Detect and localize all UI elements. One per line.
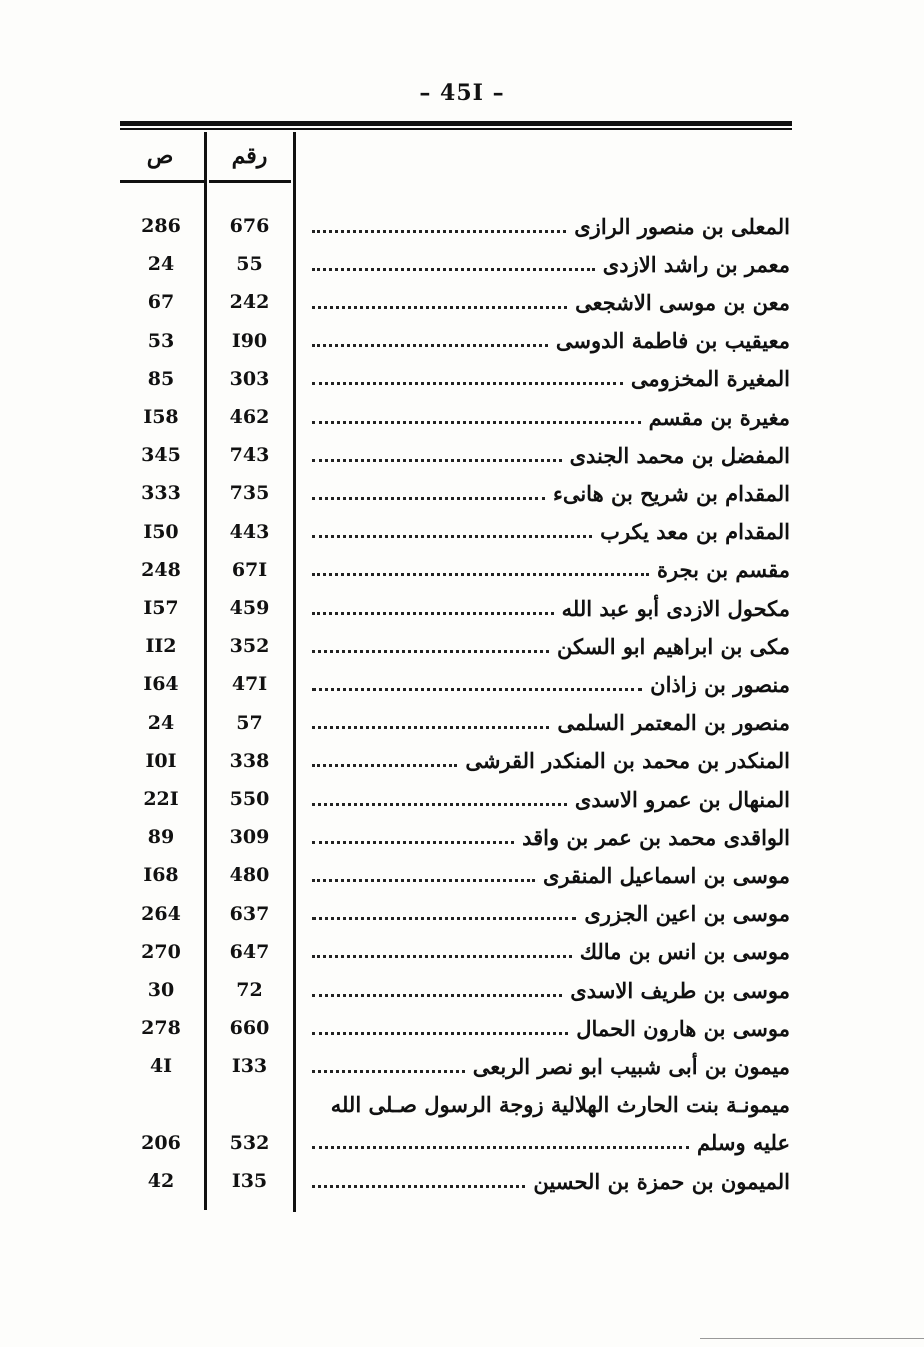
dot-leader (312, 650, 549, 653)
entry-name: معمر بن راشد الازدى (602, 251, 790, 277)
index-entry-row (0, 551, 924, 589)
entry-name: موسى بن هارون الحمال (576, 1015, 790, 1041)
entry-name-cell (312, 899, 790, 929)
entry-name-cell (312, 364, 790, 394)
entry-number: 72 (236, 979, 263, 1001)
entry-page: 42 (147, 1170, 175, 1192)
entry-name: موسى بن طريف الاسدى (570, 977, 790, 1003)
index-entry-row (0, 436, 924, 474)
index-entry-row (0, 742, 924, 780)
entry-name: معيقيب بن فاطمة الدوسى (555, 328, 790, 354)
dot-leader (312, 421, 641, 424)
entry-name: منصور بن زاذان (650, 671, 790, 697)
entry-page: 53 (147, 329, 175, 352)
dot-leader (312, 1185, 525, 1188)
entry-page: 22I (143, 788, 179, 810)
entry-name-cell (312, 478, 790, 508)
entry-name-cell (312, 784, 790, 814)
entry-name: مكى بن ابراهيم ابو السكن (557, 633, 790, 659)
entry-name: المقدام بن شريح بن هانىء (552, 480, 790, 506)
entry-page: I68 (143, 864, 179, 887)
entry-number: 550 (229, 788, 270, 810)
entry-name: ميمون بن أبى شبيب ابو نصر الربعى (472, 1053, 790, 1079)
index-entry-row (0, 283, 924, 321)
entry-page: 85 (147, 367, 175, 390)
entry-page: 345 (141, 444, 181, 467)
index-entry-row (0, 895, 924, 933)
entry-page: I64 (143, 673, 179, 696)
dot-leader (312, 1032, 568, 1035)
dot-leader (312, 879, 535, 882)
entry-page: 206 (141, 1131, 181, 1154)
entry-name-cell (312, 517, 790, 547)
entry-number: 443 (229, 520, 270, 543)
entry-name: الواقدى محمد بن عمر بن واقد (522, 824, 790, 850)
entry-number: 743 (229, 444, 270, 467)
entry-number: 676 (229, 215, 270, 237)
entry-number: 660 (229, 1017, 270, 1040)
entry-name: ميمونـة بنت الحارث الهلالية زوجة الرسول صـلى الله (330, 1092, 790, 1118)
entry-name: المفضل بن محمد الجندى (569, 442, 790, 468)
entry-name: الميمون بن حمزة بن الحسين (533, 1168, 790, 1194)
entry-name: منصور بن المعتمر السلمى (557, 710, 790, 736)
entry-name-cell (312, 1128, 790, 1158)
entry-name-cell (312, 287, 790, 317)
entry-page: 24 (147, 711, 175, 734)
entry-name-cell (312, 822, 790, 852)
number-column-header: رقم (231, 143, 268, 169)
dot-leader (312, 955, 572, 958)
page-number: – 45I – (419, 80, 505, 106)
dot-leader (312, 994, 562, 997)
entry-name: عليه وسلم (696, 1130, 790, 1156)
dot-leader (312, 917, 576, 920)
entry-name-cell (312, 669, 790, 699)
entry-page: I0I (145, 749, 177, 772)
entry-number: 462 (229, 406, 270, 428)
entry-name-cell (312, 1051, 790, 1081)
index-entry-row (0, 513, 924, 551)
entry-name-cell (312, 1166, 790, 1196)
entry-page: 248 (141, 558, 181, 581)
page-column-header: ص (146, 143, 174, 169)
entry-page: 286 (141, 215, 181, 237)
entry-page: II2 (145, 635, 177, 658)
entry-page: 278 (141, 1017, 181, 1040)
header-rule-thin (120, 128, 792, 130)
entry-name: موسى بن اسماعيل المنقرى (542, 862, 790, 888)
entry-page: I58 (143, 406, 179, 428)
entry-number: I90 (231, 329, 268, 352)
entry-page: I50 (143, 520, 179, 543)
entry-number: 57 (236, 711, 263, 734)
entry-page: 333 (141, 482, 181, 505)
number-header-underline (209, 180, 291, 183)
dot-leader (312, 268, 595, 271)
dot-leader (312, 573, 649, 576)
entry-page: 24 (147, 253, 175, 276)
entry-number: 303 (229, 367, 270, 390)
entry-number: 735 (229, 482, 270, 505)
entry-page: I57 (143, 597, 179, 619)
entry-number: 338 (229, 749, 270, 772)
index-entry-row (0, 207, 924, 245)
dot-leader (312, 1146, 689, 1149)
index-entry-row (0, 360, 924, 398)
entry-name: موسى بن اعين الجزرى (584, 901, 790, 927)
entry-name: المغيرة المخزومى (630, 366, 790, 392)
dot-leader (312, 535, 592, 538)
entry-number: I35 (231, 1170, 268, 1192)
index-entry-row (0, 1009, 924, 1047)
entry-page: 67 (147, 291, 175, 314)
entry-name-cell (312, 975, 790, 1005)
entry-name: المنهال بن عمرو الاسدى (574, 786, 790, 812)
entry-name: مغيرة بن مقسم (648, 404, 790, 430)
entry-page: 264 (141, 902, 181, 925)
entry-name-cell (312, 593, 790, 623)
dot-leader (312, 612, 554, 615)
entry-name-cell (312, 440, 790, 470)
index-entry-row (0, 704, 924, 742)
index-entry-row (0, 933, 924, 971)
index-entry-row (0, 1047, 924, 1085)
index-entry-row (0, 665, 924, 703)
dot-leader (312, 841, 514, 844)
entry-number: 55 (236, 253, 263, 276)
entry-number: 637 (229, 902, 270, 925)
entry-name: مقسم بن بجرة (656, 557, 790, 583)
entry-name-cell (312, 708, 790, 738)
index-entry-row (0, 818, 924, 856)
entry-page: 270 (141, 940, 181, 963)
page-header-underline (120, 180, 204, 183)
entry-page: 89 (147, 826, 175, 849)
index-entry-row (0, 971, 924, 1009)
entry-name-cell (312, 1013, 790, 1043)
header-rule-thick (120, 121, 792, 126)
entry-number: 47I (231, 673, 268, 696)
entry-number: I33 (231, 1055, 268, 1078)
entry-name: المعلى بن منصور الرازى (574, 213, 790, 239)
entry-number: 532 (229, 1131, 270, 1154)
index-entry-row (0, 245, 924, 283)
dot-leader (312, 306, 567, 309)
entry-name: المقدام بن معد يكرب (600, 519, 790, 545)
dot-leader (312, 1070, 465, 1073)
dot-leader (312, 764, 457, 767)
entry-number: 309 (229, 826, 270, 849)
entry-name: معن بن موسى الاشجعى (575, 289, 790, 315)
entry-name-cell (312, 249, 790, 279)
entry-name-cell (312, 555, 790, 585)
entry-name: موسى بن انس بن مالك (579, 939, 790, 965)
index-entry-row (0, 856, 924, 894)
entry-name-cell (312, 211, 790, 241)
dot-leader (312, 459, 562, 462)
entry-name-cell (312, 631, 790, 661)
bottom-edge-line (700, 1338, 924, 1339)
dot-leader (312, 688, 642, 691)
entry-name-cell (312, 1090, 790, 1120)
entry-number: 459 (229, 597, 270, 619)
index-entry-row (0, 627, 924, 665)
entry-number: 647 (229, 940, 270, 963)
entry-name-cell (312, 326, 790, 356)
entry-number: 480 (229, 864, 270, 887)
index-entry-row (0, 474, 924, 512)
entry-page: 4I (149, 1055, 173, 1078)
dot-leader (312, 382, 623, 385)
entry-name-cell (312, 746, 790, 776)
entry-page: 30 (147, 979, 175, 1001)
dot-leader (312, 344, 548, 347)
entry-name-cell (312, 860, 790, 890)
dot-leader (312, 726, 549, 729)
index-entry-row (0, 1086, 924, 1124)
entry-number: 352 (229, 635, 270, 658)
entry-number: 67I (231, 558, 268, 581)
entry-name-cell (312, 937, 790, 967)
dot-leader (312, 497, 545, 500)
entry-name: مكحول الازدى أبو عبد الله (561, 595, 790, 621)
index-entry-row (0, 1162, 924, 1200)
index-entry-row (0, 398, 924, 436)
dot-leader (312, 230, 566, 233)
entry-number: 242 (229, 291, 270, 314)
index-entry-row (0, 780, 924, 818)
dot-leader (312, 803, 567, 806)
entry-name-cell (312, 402, 790, 432)
entry-name: المنكدر بن محمد بن المنكدر القرشى (465, 748, 790, 774)
index-entry-row (0, 1124, 924, 1162)
index-entry-row (0, 589, 924, 627)
index-entry-row (0, 322, 924, 360)
